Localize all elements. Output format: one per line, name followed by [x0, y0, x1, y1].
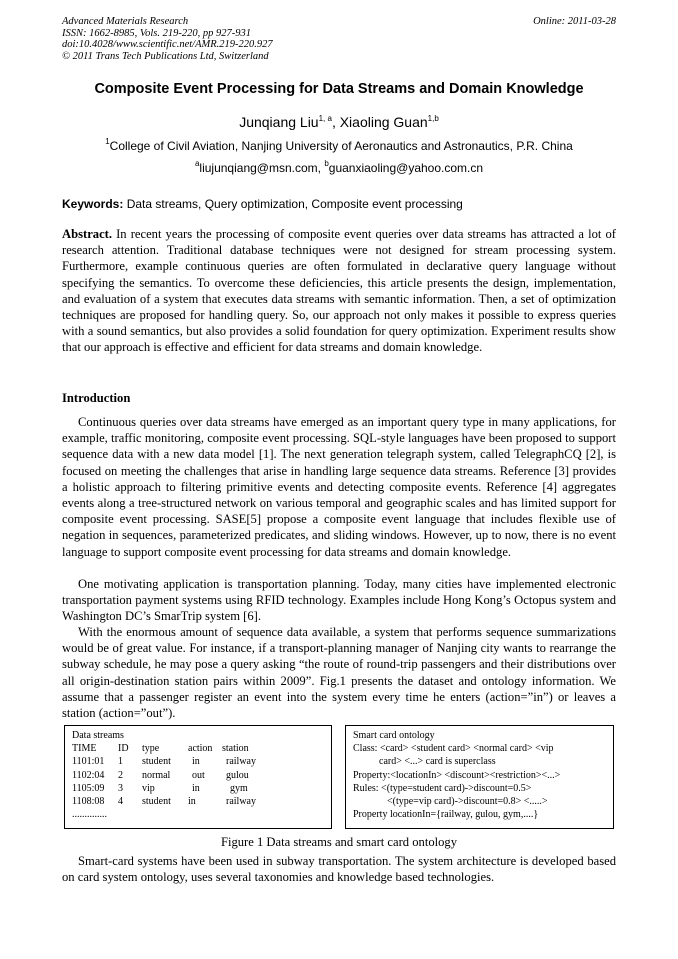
- col-header-id: ID: [118, 743, 129, 755]
- doi-line: doi:10.4028/www.scientific.net/AMR.219-220.927: [62, 39, 273, 50]
- cell-type: normal: [142, 769, 171, 781]
- cell-id: 3: [118, 782, 123, 794]
- author-line: Junqiang Liu$^{1, a}$, Xiaoling Guan$^{1,b}$: [239, 114, 439, 130]
- copyright-line: © 2011 Trans Tech Publications Ltd, Switzerland: [62, 50, 269, 62]
- data-streams-title: Data streams: [72, 730, 124, 741]
- intro-paragraph-3: With the enormous amount of sequence data available, a system that performs sequence summarizations would be of great value. For instance, if a transport-planning manager of Nanjing city wants to rearrange the subway schedule, he may pose a query asking “the route of round-trip passengers and their distributions over all origin-destination station pairs within 2009”. Fig.1 presents the dataset and ontology information. We assume that a passenger register an event into the system every time he enters (action=”in”) or leaves a station (action=”out”).: [62, 625, 616, 721]
- cell-action: in: [188, 796, 196, 808]
- cell-id: 4: [118, 796, 123, 808]
- author-1: Junqiang Liu: [239, 114, 319, 130]
- cell-station: railway: [226, 796, 256, 808]
- ontology-property-location: Property locationIn={railway, gulou, gym,....}: [353, 809, 539, 821]
- intro-paragraph-4: Smart-card systems have been used in subway transportation. The system architecture is developed based on card system ontology, uses several taxonomies and knowledge based technologies.: [62, 854, 616, 885]
- journal-header: [62, 16, 616, 62]
- author-1-affil: 1, a: [318, 114, 332, 123]
- email-b-marker: b: [324, 159, 329, 168]
- section-heading-introduction: Introduction: [62, 391, 131, 405]
- data-streams-ellipsis: ..............: [72, 809, 107, 821]
- affiliation: [30, 139, 648, 153]
- paper-title: Composite Event Processing for Data Streams and Domain Knowledge: [94, 81, 584, 97]
- affiliation-text: College of Civil Aviation, Nanjing University of Aeronautics and Astronautics, P.R. China: [109, 139, 573, 153]
- ontology-rules-line-1: Rules: <(type=student card)->discount=0.5>: [353, 782, 532, 794]
- figure-caption: Figure 1 Data streams and smart card ontology: [220, 835, 458, 849]
- abstract-label: Abstract.: [62, 227, 113, 241]
- data-streams-row: [72, 755, 324, 768]
- data-streams-box: [64, 725, 332, 829]
- col-header-action: action: [188, 743, 213, 755]
- col-header-station: station: [222, 743, 249, 755]
- cell-action: in: [192, 782, 200, 794]
- cell-type: vip: [142, 782, 155, 794]
- author-2: Xiaoling Guan: [339, 114, 428, 130]
- data-streams-row: [72, 782, 324, 795]
- journal-name: Advanced Materials Research: [62, 16, 189, 27]
- data-streams-header-row: [72, 742, 324, 755]
- ontology-class-line-1: Class: <card> <student card> <normal card> <vip: [353, 743, 554, 755]
- smart-card-ontology-box: [345, 725, 614, 829]
- cell-type: student: [142, 756, 171, 768]
- cell-action: out: [192, 769, 205, 781]
- cell-station: railway: [226, 756, 256, 768]
- col-header-time: TIME: [72, 743, 97, 755]
- cell-time: 1101:01: [72, 756, 105, 768]
- ontology-rules-line-2: <(type=vip card)->discount=0.8> <.....>: [387, 796, 548, 808]
- keywords: [62, 197, 616, 211]
- data-streams-row: [72, 795, 324, 808]
- intro-paragraph-2: One motivating application is transportation planning. Today, many cities have implemented electronic transportation payment systems using RFID technology. Examples include Hong Kong’s Octopus system and Washington DC’s SmarTrip system [6].: [62, 577, 616, 624]
- affiliation-marker: 1: [105, 137, 110, 146]
- email-a: liujunqiang@msn.com,: [199, 161, 325, 175]
- cell-id: 1: [118, 756, 123, 768]
- cell-time: 1105:09: [72, 782, 105, 794]
- cell-station: gym: [230, 782, 248, 794]
- abstract-text: In recent years the processing of composite event queries over data streams has attracted a lot of research attention. Traditional database techniques were not designed for stream processing system. Furthermore, example continuous queries are often formulated in declarative query language without specifying the semantics. To overcome these deficiencies, this article presents the design, implementation, and evaluation of a system that executes data streams with semantic information. Then, a set of optimization techniques are proposed for handling query. So, our approach not only makes it possible to express queries with a sound semantics, but also provides a solid foundation for query optimization. Experiment results show that our approach is effective and efficient for data streams and domain knowledge.: [62, 227, 616, 355]
- ontology-class-line-2: card> <...> card is superclass: [379, 756, 496, 768]
- cell-time: 1108:08: [72, 796, 105, 808]
- author-2-affil: 1,b: [427, 114, 439, 123]
- email-b: guanxiaoling@yahoo.com.cn: [328, 161, 484, 175]
- cell-id: 2: [118, 769, 123, 781]
- online-date: Online: 2011-03-28: [533, 16, 616, 27]
- data-streams-row: [72, 769, 324, 782]
- cell-type: student: [142, 796, 171, 808]
- intro-paragraph-1: Continuous queries over data streams have emerged as an important query type in many applications, for example, traffic monitoring, composite event processing. SQL-style languages have been proposed to support sequence data with a new data model [1]. The next generation telegraph system, called TelegraphCQ [2], is focused on meeting the challenges that arise in handling large sequence data streams. Reference [3] provides a holistic approach to filtering primitive events and detecting composite events. Reference [4] aggregates events along a tree-structured network on various temporal and geographic scales and has limited support for composite event processing. SASE[5] propose a composite event language that includes flexible use of negation in sequences, parameterized predicates, and sliding windows. However, up to now, there is no event language to support composite event processing for data streams and domain knowledge.: [62, 415, 616, 559]
- abstract: [62, 226, 616, 356]
- ontology-property: Property:<locationIn> <discount><restriction><...>: [353, 769, 561, 781]
- email-a-marker: a: [194, 159, 200, 168]
- cell-station: gulou: [226, 769, 249, 781]
- cell-time: 1102:04: [72, 769, 105, 781]
- email-line: [30, 161, 648, 175]
- keywords-label: Keywords:: [62, 197, 124, 211]
- issn-line: ISSN: 1662-8985, Vols. 219-220, pp 927-931: [62, 27, 251, 39]
- ontology-title: Smart card ontology: [353, 730, 435, 741]
- keywords-text: Data streams, Query optimization, Composite event processing: [123, 197, 463, 211]
- col-header-type: type: [142, 743, 160, 755]
- cell-action: in: [192, 756, 200, 768]
